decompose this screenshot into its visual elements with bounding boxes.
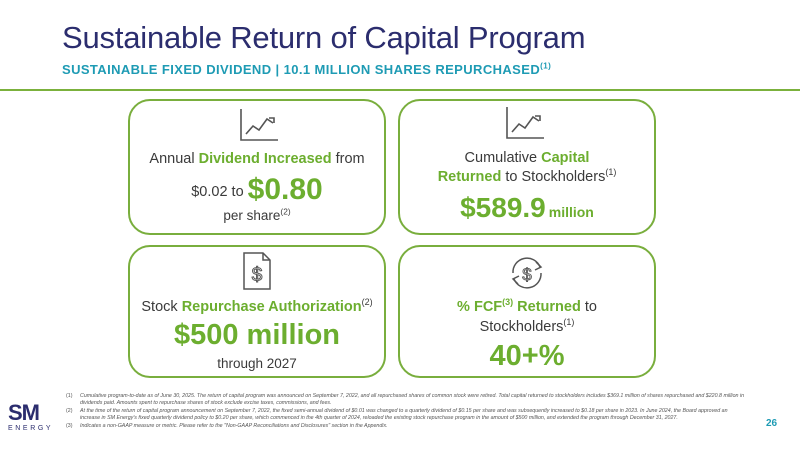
page-number: 26 — [766, 418, 778, 429]
page-title: Sustainable Return of Capital Program — [62, 20, 586, 55]
capital-label-line2: Returned to Stockholders$^{(1)}$ — [437, 167, 617, 185]
svg-text:$: $ — [522, 265, 532, 284]
subtitle-text: SUSTAINABLE FIXED DIVIDEND | 10.1 MILLION SHARES REPURCHASED — [62, 62, 541, 77]
repurchase-label: Stock Repurchase Authorization$^{(2)}$ — [141, 297, 373, 315]
dividend-value-line — [130, 173, 384, 207]
page-subtitle — [62, 62, 551, 77]
logo-wordmark: ENERGY — [8, 425, 54, 432]
title-divider — [0, 89, 800, 91]
svg-text:$: $ — [251, 265, 263, 286]
capital-value: $589.9 — [460, 192, 546, 223]
capital-value-line — [400, 192, 654, 224]
company-logo — [8, 402, 54, 432]
capital-returned-card — [398, 99, 656, 235]
dividend-card — [128, 99, 386, 235]
dollar-cycle-icon — [504, 253, 550, 293]
dividend-value: $0.80 — [247, 173, 323, 206]
repurchase-card — [128, 245, 386, 378]
capital-label-line1: Cumulative Capital — [464, 150, 590, 166]
footnote-1: (1) Cumulative program-to-date as of June 30, 2025. The return of capital program was announced on September 7, 2022, and all repurchased shares of common stock were retired. Total capital returned to stockholders includes $369.1 million of shares repurchased and $220.8 million in dividends paid. Amounts spent to repurchase shares of stock exclude excise taxes, commissions, and fees. — [66, 393, 745, 406]
chart-trend-up-icon — [504, 105, 546, 141]
subtitle-footnote-ref: (1) — [540, 61, 552, 71]
repurchase-through: through 2027 — [217, 356, 297, 371]
dividend-from-text: $0.02 to — [191, 184, 248, 200]
footnote-2: (2) At the time of the return of capital program announcement on September 7, 2022, the fixed semi-annual dividend of $0.01 was changed to a quarterly dividend of $0.15 per share and was subsequently increased to $0.18 per share in 2023. In June 2024, the Board approved an increase in SM Energy's fixed quarterly dividend policy to $0.20 per share, which commenced in the 4th quarter of 2024, reloaded the existing stock repurchase program in the amount of $500 million, and extended the program through December 31, 2027. — [66, 407, 728, 421]
dollar-document-icon — [242, 251, 272, 291]
dividend-label: Annual Dividend Increased from — [149, 151, 365, 167]
fcf-value: 40+% — [489, 340, 565, 372]
repurchase-value: $500 million — [173, 319, 340, 351]
footnote-3: (3) Indicates a non-GAAP measure or metric. Please refer to the "Non-GAAP Reconciliations and Disclosures" section in the Appendix. — [66, 422, 388, 429]
dividend-unit: per share$^{(2)}$ — [223, 206, 291, 223]
chart-trend-up-icon — [238, 107, 280, 143]
fcf-label-line2: Stockholders$^{(1)}$ — [479, 317, 575, 335]
fcf-label-line1: % FCF$^{(3)}$ Returned to — [457, 297, 597, 315]
fcf-returned-card — [398, 245, 656, 378]
capital-unit: million — [548, 204, 594, 220]
footnotes — [66, 393, 746, 431]
logo-mark: SM — [8, 400, 39, 425]
